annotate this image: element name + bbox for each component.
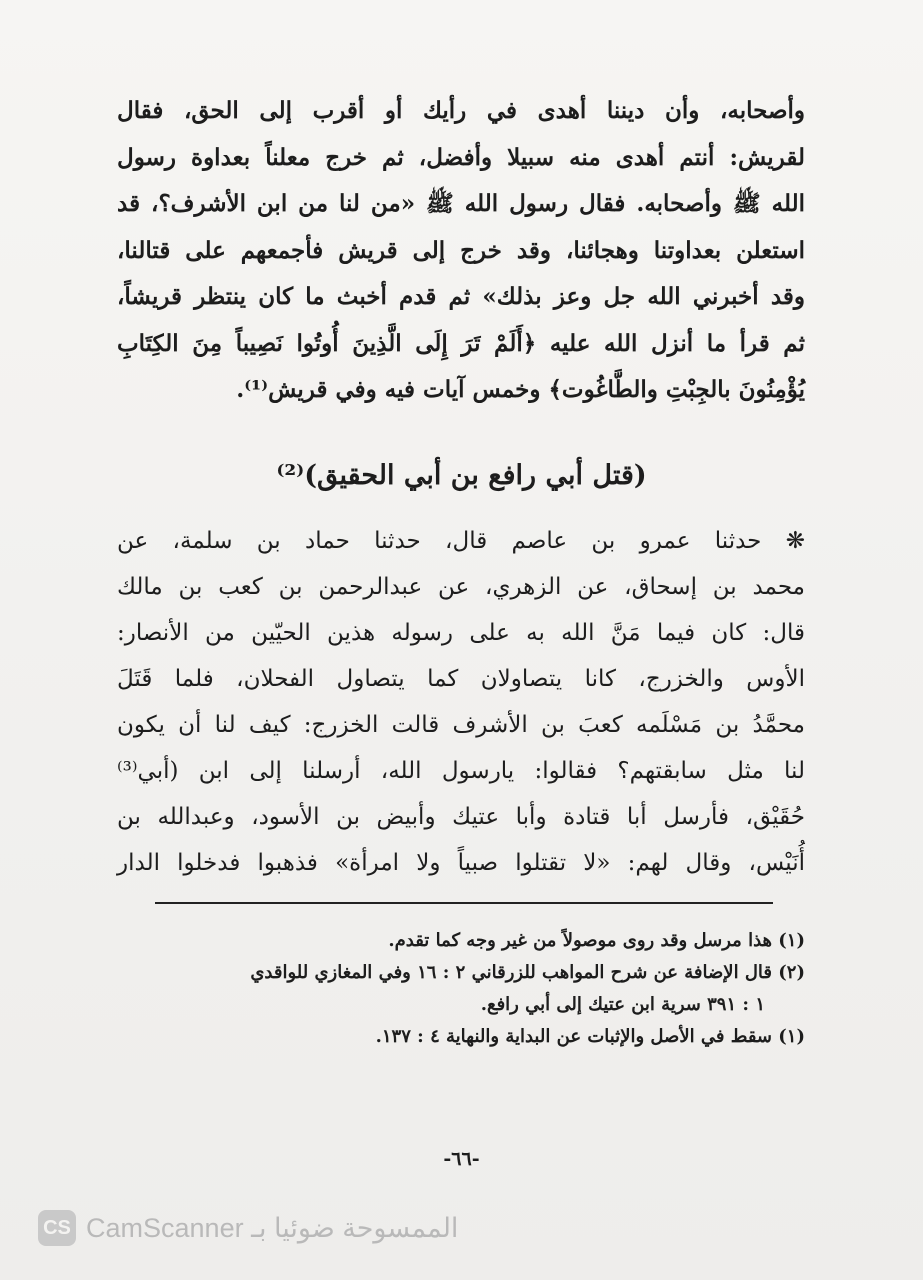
text-line: استعلن بعداوتنا وهجائنا، وقد خرج إلى قريش فأجمعهم على قتالنا، [117, 236, 805, 264]
page-number: -٦٦- [443, 1148, 480, 1170]
text-line: لنا مثل سابقتهم؟ فقالوا: يارسول الله، أرسلنا إلى ابن (أبي⁽³⁾ [117, 758, 805, 784]
text-line: يُؤْمِنُونَ بالجِبْتِ والطَّاغُوت﴾ وخمس آيات فيه وفي قريش⁽¹⁾. [236, 376, 805, 403]
watermark-text: الممسوحة ضوئيا بـ CamScanner [86, 1212, 459, 1243]
text-line: ثم قرأ ما أنزل الله عليه ﴿أَلَمْ تَرَ إِلَى الَّذِينَ أُوتُوا نَصِيباً مِنَ الكِتَابِ [117, 329, 805, 357]
text-line: محمد بن إسحاق، عن الزهري، عن عبدالرحمن بن كعب بن مالك [117, 574, 805, 600]
footnotes [115, 925, 805, 1053]
text-line: محمَّدُ بن مَسْلَمه كعبَ بن الأشرف قالت الخزرج: كيف لنا أن يكون [117, 712, 805, 738]
text-line: حُقَيْق، فأرسل أبا قتادة وأبا عتيك وأبيض بن الأسود، وعبدالله بن [117, 804, 805, 830]
text-line: قال: كان فيما مَنَّ الله به على رسوله هذين الحيّين من الأنصار: [117, 620, 805, 646]
camscanner-logo-icon [38, 1210, 76, 1246]
footnote: (١) سقط في الأصل والإثبات عن البداية والنهاية ٤ : ١٣٧. [375, 1026, 805, 1047]
text-line: ❋ حدثنا عمرو بن عاصم قال، حدثنا حماد بن سلمة، عن [117, 528, 805, 554]
section-heading: (قتل أبي رافع بن أبي الحقيق)⁽²⁾ [276, 460, 647, 491]
logo-text: CS [43, 1216, 71, 1239]
text-line: الله ﷺ وأصحابه. فقال رسول الله ﷺ «من لنا من ابن الأشرف؟، قد [117, 190, 805, 217]
footnote: (٢) قال الإضافة عن شرح المواهب للزرقاني ٢ : ١٦ وفي المغازي للواقدي [250, 962, 805, 983]
text-line: وأصحابه، وأن ديننا أهدى في رأيك أو أقرب إلى الحق، فقال [117, 97, 805, 124]
section-paragraph [117, 518, 805, 886]
camscanner-watermark [38, 1208, 458, 1248]
footnote-continuation: ١ : ٣٩١ سرية ابن عتيك إلى أبي رافع. [480, 994, 765, 1015]
footnote-divider [155, 902, 773, 904]
footnote: (١) هذا مرسل وقد روى موصولاً من غير وجه كما تقدم. [388, 930, 805, 951]
text-line: وقد أخبرني الله جل وعز بذلك» ثم قدم أخبث ما كان ينتظر قريشاً، [117, 283, 805, 310]
text-line: الأوس والخزرج، كانا يتصاولان كما يتصاول الفحلان، فلما قَتَلَ [117, 666, 805, 692]
text-line: أُنَيْس، وقال لهم: «لا تقتلوا صبياً ولا امرأة» فذهبوا فدخلوا الدار [117, 850, 805, 876]
main-paragraph [117, 88, 805, 414]
text-line: لقريش: أنتم أهدى منه سبيلا وأفضل، ثم خرج معلناً بعداوة رسول [117, 143, 805, 171]
